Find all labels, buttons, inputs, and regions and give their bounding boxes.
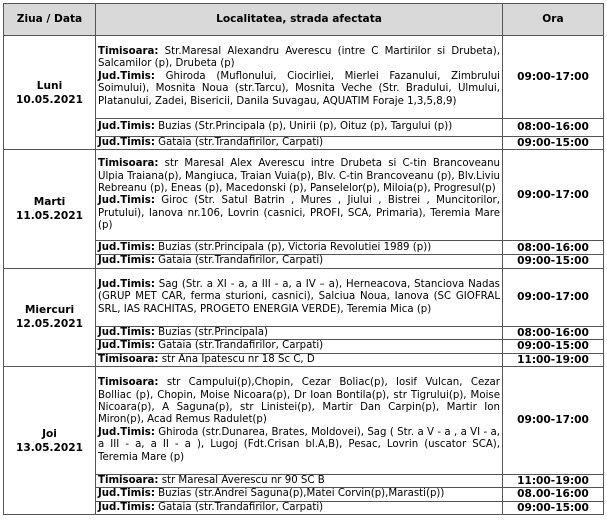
location-entry: [98, 71, 500, 108]
day-name: Luni: [36, 79, 63, 92]
location-entry: [98, 502, 500, 514]
time-cell: 09:00-17:00: [503, 150, 604, 241]
location-entry: [98, 46, 500, 71]
day-name: Miercuri: [24, 304, 75, 317]
streets-text: Gataia (str.Trandafirilor, Carpati): [154, 137, 324, 148]
time-cell: 09:00-15:00: [503, 340, 604, 353]
streets-text: Buzias (str.Principala (p), Victoria Revolutiei 1989 (p)): [154, 241, 432, 253]
streets-text: str Ana Ipatescu nr 18 Sc C, D: [158, 353, 315, 365]
streets-text: Buzias (str.Principala): [154, 326, 268, 338]
streets-text: str Maresal Averescu nr 90 SC B: [158, 475, 325, 487]
day-cell: [4, 367, 96, 515]
location-cell: [96, 475, 503, 488]
schedule-body: [4, 36, 604, 515]
streets-text: Ghiroda (Muflonului, Ciocirliei, Mierlei Fazanului, Zimbrului Soimului), Mosnita Noua (str.Tarcu), Mosnita Veche (Str. Bradului, Ulmului, Platanului, Zadei, Bisericii, Danila Suvagau, AQUATIM Foraje 1,3,5,8,9): [98, 70, 500, 107]
day-date: 12.05.2021: [15, 318, 84, 331]
area-label: Jud.Timis:: [98, 488, 155, 500]
streets-text: Gataia (str.Trandafirilor, Carpati): [154, 340, 324, 352]
time-cell: 11:00-19:00: [503, 475, 604, 488]
time-cell: 09:00-17:00: [503, 268, 604, 326]
area-label: Timisoara:: [98, 377, 159, 389]
table-row: [4, 367, 604, 475]
area-label: Timisoara:: [98, 475, 159, 487]
time-cell: 09:00-17:00: [503, 367, 604, 475]
location-cell: [96, 137, 503, 150]
location-cell: [96, 353, 503, 366]
location-cell: [96, 367, 503, 475]
table-row: [4, 150, 604, 241]
time-cell: 08:00-16:00: [503, 241, 604, 255]
location-entry: [98, 195, 500, 232]
streets-text: str Campului(p),Chopin, Cezar Boliac(p), Iosif Vulcan, Cezar Bolliac (p), Chopin, Moise Nicoara(p), Dr Ioan Bontila(p), str Tigrului(p), Moise Nicoara(p), A Saguna(p), str Linistei(p), Martir Dan Carpin(p), Martir Ion Miron(p), Acad Remus Radulet(p): [98, 377, 500, 426]
outage-schedule-table: [3, 3, 604, 515]
location-entry: [98, 488, 500, 500]
time-cell: 09:00-15:00: [503, 501, 604, 514]
day-date: 11.05.2021: [15, 210, 84, 223]
location-cell: [96, 268, 503, 326]
area-label: Jud.Timis:: [98, 137, 155, 148]
area-label: Jud.Timis:: [98, 426, 155, 438]
streets-text: Sag (Str. a XI - a, a III - a, a IV – a), Herneacova, Stanciova Nadas (GRUP MET CAR, ferma sturioni, casnici), Salciua Noua, Ianova (SC GIOFRAL SRL, IAS RACHITAS, PROGETO ENERGIA VERDE), Teremia Mica (p): [98, 278, 500, 315]
streets-text: Ghiroda (str.Dunarea, Brates, Moldovei), Sag ( Str. a V - a , a VI - a, a III - a, a II - a ), Lugoj (Fdt.Crisan bl.A,B), Pesac, Lovrin (uscator SCA), Teremia Mare (p): [98, 426, 500, 463]
streets-text: Str.Maresal Alexandru Averescu (intre C Martirilor si Drubeta), Salcamilor (p), Drubeta (p): [98, 45, 500, 70]
streets-text: Buzias (Str.Principala (p), Unirii (p), Oituz (p), Targului (p)): [154, 121, 453, 133]
time-cell: 08:00-16:00: [503, 119, 604, 137]
area-label: Jud.Timis:: [98, 70, 155, 82]
day-cell: [4, 268, 96, 366]
location-cell: [96, 326, 503, 339]
streets-text: Buzias (str.Andrei Saguna(p),Matei Corvin(p),Marasti(p)): [154, 488, 445, 500]
day-name: Marti: [33, 196, 66, 209]
day-date: 13.05.2021: [15, 441, 84, 454]
location-entry: [98, 158, 500, 195]
area-label: Jud.Timis:: [98, 340, 155, 352]
header-day: Ziua / Data: [4, 4, 96, 36]
time-cell: 09:00-15:00: [503, 255, 604, 268]
area-label: Timisoara:: [98, 353, 159, 365]
streets-text: Gataia (str.Trandafirilor, Carpati): [154, 501, 324, 513]
area-label: Jud.Timis:: [98, 326, 155, 338]
streets-text: Giroc (Str. Satul Batrin , Mures , Jiului , Bistrei , Muncitorilor, Prutului), Ianova nr.106, Lovrin (casnici, PROFI, SCA, Primaria), Teremia Mare (p): [98, 195, 500, 232]
table-row: [4, 268, 604, 326]
location-entry: [98, 427, 500, 464]
location-entry: [98, 354, 500, 366]
streets-text: Gataia (str.Trandafirilor, Carpati): [154, 255, 324, 267]
day-cell: [4, 36, 96, 150]
area-label: Jud.Timis:: [98, 195, 155, 207]
area-label: Jud.Timis:: [98, 501, 155, 513]
area-label: Jud.Timis:: [98, 278, 155, 290]
location-cell: [96, 488, 503, 501]
time-cell: 08:00-16:00: [503, 326, 604, 339]
header-time: Ora: [503, 4, 604, 36]
location-cell: [96, 36, 503, 119]
day-name: Joi: [42, 427, 57, 440]
location-cell: [96, 150, 503, 241]
area-label: Timisoara:: [98, 158, 159, 170]
location-entry: [98, 137, 500, 149]
header-location: Localitatea, strada afectata: [96, 4, 503, 36]
location-cell: [96, 241, 503, 255]
area-label: Jud.Timis:: [98, 255, 155, 267]
location-entry: [98, 340, 500, 352]
location-entry: [98, 475, 500, 487]
day-date: 10.05.2021: [15, 93, 84, 106]
location-cell: [96, 119, 503, 137]
location-cell: [96, 255, 503, 268]
table-row: [4, 36, 604, 119]
streets-text: str Maresal Alex Averescu intre Drubeta si C-tin Brancoveanu Ulpia Traiana(p), Mangiuca, Traian Vuia(p), Blv. C-tin Brancoveanu (p), Blv.Liviu Rebreanu (p), Eneas (p), Macedonski (p), Panselelor(p), Miloia(p), Progresul(p): [98, 158, 500, 194]
time-cell: 09:00-15:00: [503, 137, 604, 150]
area-label: Timisoara:: [98, 45, 159, 57]
header-row: [4, 4, 604, 36]
area-label: Jud.Timis:: [98, 121, 155, 133]
location-entry: [98, 279, 500, 316]
day-cell: [4, 150, 96, 268]
area-label: Jud.Timis:: [98, 241, 155, 253]
time-cell: 08.00-16:00: [503, 488, 604, 501]
location-cell: [96, 501, 503, 514]
location-cell: [96, 340, 503, 353]
time-cell: 09:00-17:00: [503, 36, 604, 119]
location-entry: [98, 377, 500, 427]
location-entry: [98, 121, 500, 133]
location-entry: [98, 327, 500, 339]
location-entry: [98, 242, 500, 254]
time-cell: 11:00-19:00: [503, 353, 604, 366]
location-entry: [98, 255, 500, 267]
